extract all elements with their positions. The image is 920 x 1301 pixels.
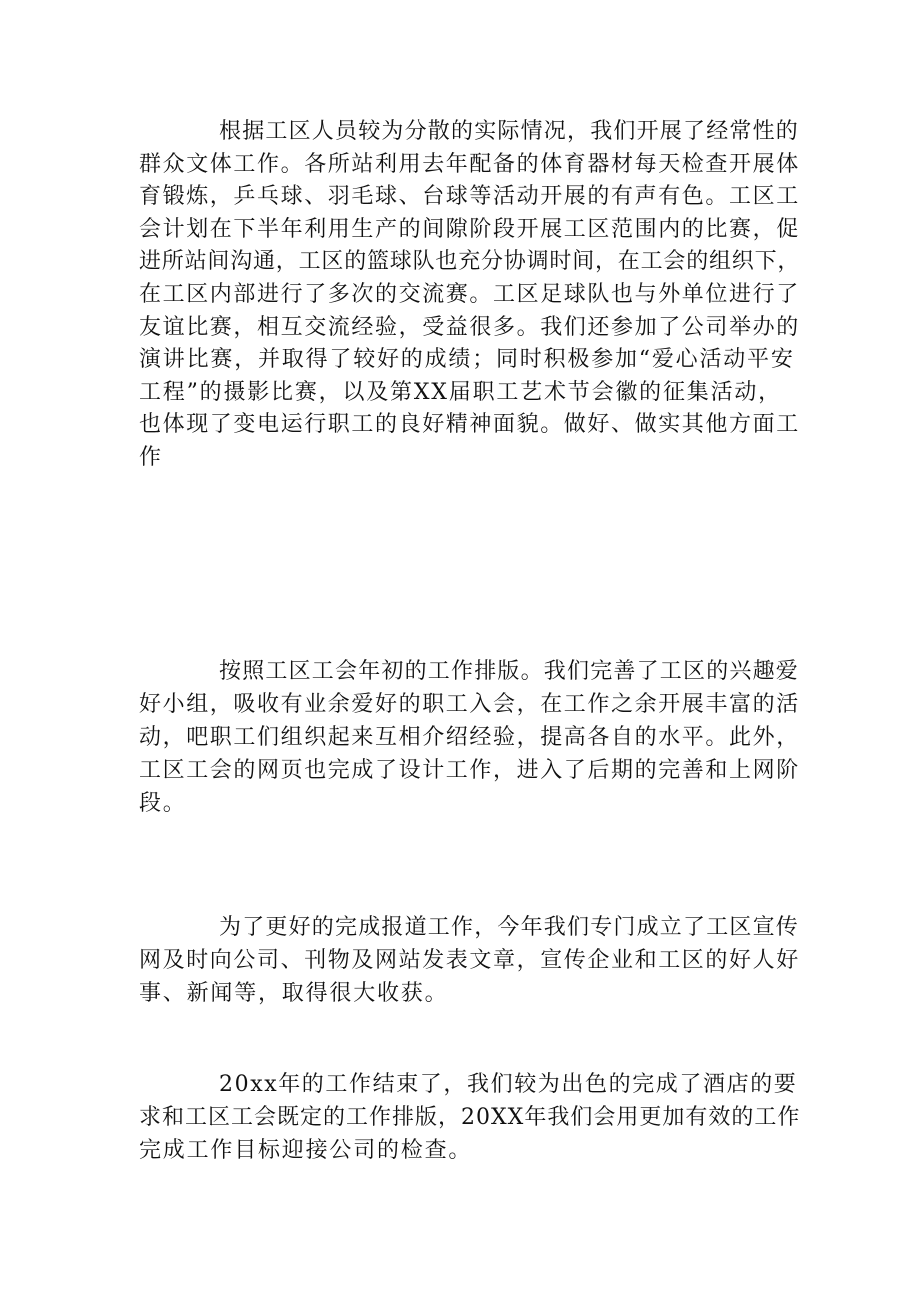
text-line: 友谊比赛，相互交流经验，受益很多。我们还参加了公司举办的 [139, 314, 800, 340]
text-line: 演讲比赛，并取得了较好的成绩；同时积极参加“爱心活动平安 [139, 347, 795, 373]
text-line: 作 [139, 444, 163, 470]
text-line: 工区工会的网页也完成了设计工作，进入了后期的完善和上网阶 [139, 758, 800, 783]
text-line: 网及时向公司、刊物及网站发表文章，宣传企业和工区的好人好 [139, 948, 800, 973]
text-line: 也体现了变电运行职工的良好精神面貌。做好、做实其他方面工 [139, 412, 800, 438]
paragraph-reporting-work [139, 912, 799, 1011]
text-line: 求和工区工会既定的工作排版，20XX年我们会用更加有效的工作 [139, 1105, 801, 1130]
paragraph-year-summary [139, 1069, 799, 1168]
text-line: 根据工区人员较为分散的实际情况，我们开展了经常性的 [219, 119, 800, 144]
text-line: 完成工作目标迎接公司的检查。 [139, 1138, 473, 1163]
text-line: 在工区内部进行了多次的交流赛。工区足球队也与外单位进行了 [139, 281, 800, 307]
text-line: 段。 [139, 791, 187, 816]
paragraph-interest-groups [139, 656, 799, 821]
text-line: 事、新闻等，取得很大收获。 [139, 981, 449, 1006]
text-line: 按照工区工会年初的工作排版。我们完善了工区的兴趣爱 [219, 659, 800, 684]
text-line: 动，吧职工们组织起来互相介绍经验，提高各自的水平。此外， [139, 725, 800, 750]
text-line: 为了更好的完成报道工作，今年我们专门成立了工区宣传 [219, 915, 800, 940]
text-line: 会计划在下半年利用生产的间隙阶段开展工区范围内的比赛，促 [139, 216, 800, 242]
text-line: 群众文体工作。各所站利用去年配备的体育器材每天检查开展体 [139, 151, 800, 177]
text-line: 20xx年的工作结束了，我们较为出色的完成了酒店的要 [219, 1072, 798, 1097]
text-line: 育锻炼，乒乓球、羽毛球、台球等活动开展的有声有色。工区工 [139, 184, 800, 210]
text-line: 进所站间沟通，工区的篮球队也充分协调时间，在工会的组织下， [139, 249, 801, 275]
text-line: 好小组，吸收有业余爱好的职工入会，在工作之余开展丰富的活 [139, 692, 800, 717]
paragraph-sports-activities [139, 116, 799, 475]
text-line: 工程”的摄影比赛，以及第XX届职工艺术节会徽的征集活动， [139, 379, 782, 405]
